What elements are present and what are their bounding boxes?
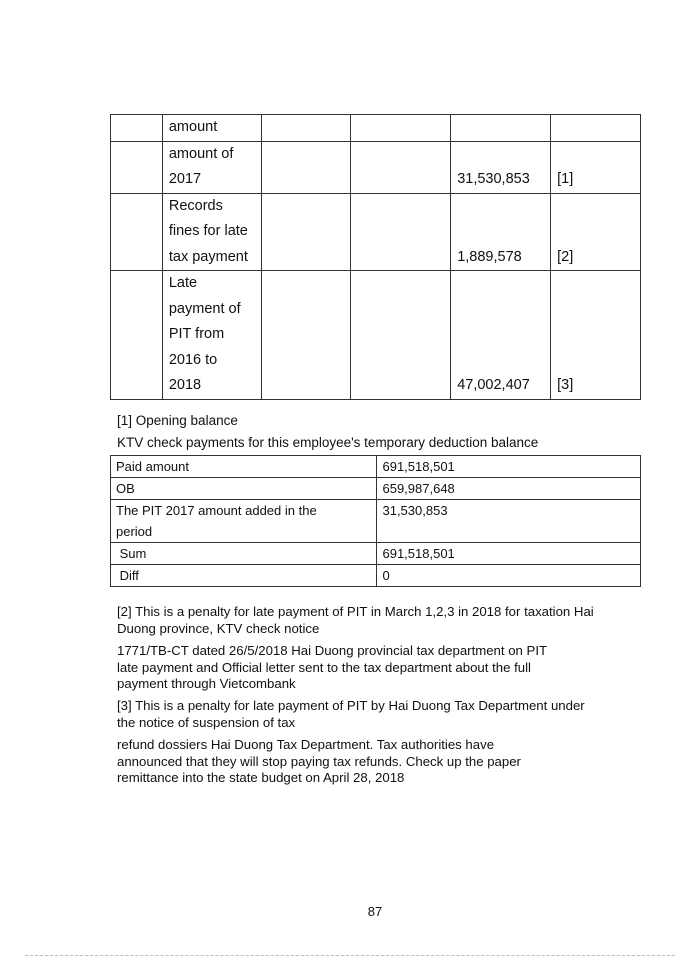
item-description: Late payment of PIT from 2016 to 2018 — [162, 271, 261, 400]
item-amount: 31,530,853 — [451, 141, 551, 193]
row-value: 659,987,648 — [377, 478, 641, 500]
item-amount — [451, 115, 551, 142]
note-1-intro: KTV check payments for this employee's temporary deduction balance — [117, 435, 539, 450]
item-amount: 1,889,578 — [451, 193, 551, 271]
row-value: 691,518,501 — [377, 456, 641, 478]
table-row — [111, 271, 641, 400]
balance-check-table — [110, 455, 641, 587]
text-line: announced that they will stop paying tax refunds. Check up the paper — [117, 753, 521, 769]
item-reference — [551, 115, 641, 142]
text-line: [2] This is a penalty for late payment of PIT in March 1,2,3 in 2018 for taxation Hai — [117, 604, 594, 619]
table-row — [111, 115, 641, 142]
table-row — [111, 565, 641, 587]
item-reference: [2] — [551, 193, 641, 271]
item-description: Records fines for late tax payment — [162, 193, 261, 271]
text-line: remittance into the state budget on April 28, 2018 — [117, 770, 405, 785]
item-reference: [3] — [551, 271, 641, 400]
text-line: refund dossiers Hai Duong Tax Department. Tax authorities have — [117, 737, 495, 752]
note-3-paragraph — [117, 698, 637, 731]
item-amount: 47,002,407 — [451, 271, 551, 400]
text-line: Duong province, KTV check notice — [117, 620, 320, 636]
table-row — [111, 478, 641, 500]
table-row — [111, 141, 641, 193]
table-row — [111, 456, 641, 478]
item-description: amount — [162, 115, 261, 142]
note-2-paragraph — [117, 604, 637, 637]
page-number: 87 — [367, 904, 383, 919]
note-1-heading: [1] Opening balance — [117, 413, 238, 428]
note-2-detail-paragraph — [117, 643, 637, 693]
row-label: Sum — [111, 543, 377, 565]
row-label: The PIT 2017 amount added in the period — [111, 500, 377, 543]
table-row — [111, 500, 641, 543]
text-line: 1771/TB-CT dated 26/5/2018 Hai Duong provincial tax department on PIT — [117, 643, 548, 658]
row-value: 0 — [377, 565, 641, 587]
row-label: Diff — [111, 565, 377, 587]
item-description: amount of 2017 — [162, 141, 261, 193]
text-line: [3] This is a penalty for late payment of PIT by Hai Duong Tax Department under — [117, 698, 585, 713]
text-line: the notice of suspension of tax — [117, 714, 296, 730]
row-value: 31,530,853 — [377, 500, 641, 543]
page-divider — [25, 955, 675, 956]
row-label: Paid amount — [111, 456, 377, 478]
note-3-detail-paragraph — [117, 737, 637, 787]
item-reference: [1] — [551, 141, 641, 193]
row-label: OB — [111, 478, 377, 500]
row-value: 691,518,501 — [377, 543, 641, 565]
table-row — [111, 193, 641, 271]
text-line: late payment and Official letter sent to the tax department about the full — [117, 659, 531, 675]
table-row — [111, 543, 641, 565]
text-line: payment through Vietcombank — [117, 676, 296, 691]
tax-items-table — [110, 114, 641, 400]
